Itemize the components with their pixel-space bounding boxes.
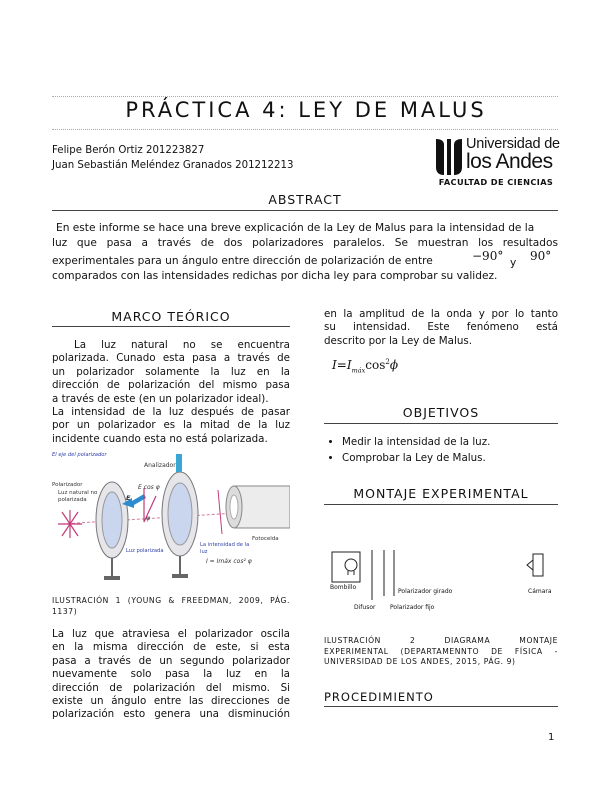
- objetivo-item: • Medir la intensidad de la luz.: [342, 434, 558, 450]
- fig1-label-natural: Luz natural no polarizada: [58, 490, 98, 503]
- figure-1-caption: ILUSTRACIÓN 1 (YOUNG & FREEDMAN, 2009, PÁG. 1137): [52, 596, 290, 616]
- fig1-label-e: E: [126, 494, 131, 502]
- marco-p1-line-8: incidente cuando esta no está polarizada.: [52, 432, 268, 445]
- label-difusor: Difusor: [354, 604, 376, 611]
- setup-diagram: [324, 538, 558, 624]
- page-number: 1: [548, 732, 555, 743]
- label-bombillo: Bombillo: [330, 584, 357, 591]
- faculty-label: FACULTAD DE CIENCIAS: [438, 177, 554, 187]
- marco-paragraph-1: [52, 339, 290, 446]
- unpolarized-light-icon: [58, 510, 82, 538]
- fig1-label-photocell: Fotocelda: [252, 536, 279, 542]
- label-polarizador-fijo: Polarizador fijo: [390, 604, 435, 611]
- marco-p1-line-4: dirección de polarización del mismo pasa: [52, 379, 290, 392]
- objetivos-list: [326, 434, 558, 466]
- marco-p2-line-5: dirección de polarización del mismo. Si: [52, 681, 290, 694]
- fig1-label-intensity: La intensidad de la luz: [200, 542, 250, 555]
- procedimiento-heading: PROCEDIMIENTO: [324, 690, 434, 704]
- figure-1: [52, 452, 290, 584]
- marco-p2-line-2: en la misma dirección de este, si esta: [52, 641, 290, 654]
- camera-icon: [527, 554, 543, 576]
- marco-p1-line-3: un polarizador solamente la luz en la: [52, 365, 290, 378]
- fig1-formula-e: E cos φ: [138, 484, 160, 491]
- marco-p2-line-7: polarización esto genera una disminución: [52, 708, 290, 721]
- fig1-label-polarized: Luz polarizada: [126, 548, 164, 554]
- caption2-line-1: ILUSTRACIÓN 2 DIAGRAMA MONTAJE: [324, 636, 558, 645]
- marco-continuation: [324, 308, 558, 348]
- montaje-heading: MONTAJE EXPERIMENTAL: [353, 486, 529, 501]
- author-1: Felipe Berón Ortiz 201223827: [52, 145, 205, 156]
- polarizer-illustration: [52, 452, 290, 584]
- author-2: Juan Sebastián Meléndez Granados 201212213: [52, 160, 294, 171]
- marco-p1-line-6: La intensidad de la luz después de pasar: [52, 406, 290, 419]
- abstract-line-1: En este informe se hace una breve explicación de la Ley de Malus para la intensidad de la: [56, 222, 535, 234]
- abstract-line-3: experimentales para un ángulo entre dirección de polarización de entre −90° y 90°: [52, 251, 558, 269]
- angle-from: −90°: [472, 248, 504, 263]
- figure-2: [324, 538, 558, 624]
- logo-line-2: los Andes: [466, 150, 553, 173]
- fig1-formula-i: I = Imáx cos² φ: [206, 558, 252, 565]
- abstract-heading: ABSTRACT: [268, 192, 342, 207]
- malus-formula: $I=I_{máx}\cos^2\phi$: [332, 358, 399, 375]
- caption2-line-3: UNIVERSIDAD DE LOS ANDES, 2015, PÁG. 9): [324, 657, 516, 667]
- objetivos-heading: OBJETIVOS: [402, 405, 480, 420]
- label-camara: Cámara: [528, 588, 552, 595]
- abstract-text: [52, 221, 558, 283]
- bulb-icon: [345, 559, 357, 575]
- abstract-line-2: luz que pasa a través de dos polarizadores paralelos. Se muestran los resultados: [52, 236, 558, 249]
- fig1-label-analyzer: Analizador: [144, 462, 176, 469]
- cont-line-2: su intensidad. Este fenómeno está: [324, 321, 558, 334]
- marco-paragraph-2: [52, 628, 290, 722]
- analyzer-disk-icon: [162, 454, 198, 578]
- fig1-label-polarizer: Polarizador: [52, 482, 83, 488]
- marco-p1-line-1: La luz natural no se encuentra: [74, 339, 290, 351]
- abstract-line-4: comparados con las intensidades redichas por dicha ley para comprobar su validez.: [52, 269, 498, 282]
- cont-line-3: descrito por la Ley de Malus.: [324, 334, 473, 347]
- caption2-line-2: EXPERIMENTAL (DEPARTAMENNTO DE FÍSICA -: [324, 646, 558, 656]
- cont-line-1: en la amplitud de la onda y por lo tanto: [324, 308, 558, 320]
- marco-p1-line-5: a través de este (en un polarizador ideal).: [52, 392, 269, 405]
- objetivo-item: • Comprobar la Ley de Malus.: [342, 450, 558, 466]
- angle-and: y: [510, 256, 517, 269]
- angle-to: 90°: [530, 248, 552, 263]
- marco-p2-line-6: existe un ángulo entre las direcciones de: [52, 695, 290, 708]
- logo-emblem-icon: [432, 137, 464, 177]
- page-title: PRÁCTICA 4: LEY DE MALUS: [125, 98, 487, 122]
- logo-line-1: Universidad de: [466, 136, 560, 152]
- figure-2-caption: [324, 636, 558, 668]
- fig1-label-phi: φ: [146, 514, 151, 522]
- polarizer-disk-icon: [96, 482, 131, 580]
- marco-p2-line-1: La luz que atraviesa el polarizador oscila: [52, 628, 290, 640]
- marco-p1-line-7: por un polarizador es la mitad de la luz: [52, 419, 290, 432]
- marco-p2-line-4: nuevamente solo pasa la luz en la: [52, 668, 290, 681]
- label-polarizador-girado: Polarizador girado: [398, 588, 453, 595]
- marco-heading: MARCO TEÓRICO: [111, 309, 231, 324]
- marco-p1-line-2: polarizada. Cunado esta pasa a través de: [52, 352, 290, 365]
- fig1-note-top: El eje del polarizador: [52, 452, 107, 458]
- marco-p2-line-3: pasa a través de un segundo polarizador: [52, 654, 290, 667]
- photocell-icon: [226, 486, 290, 528]
- authors: [52, 143, 293, 173]
